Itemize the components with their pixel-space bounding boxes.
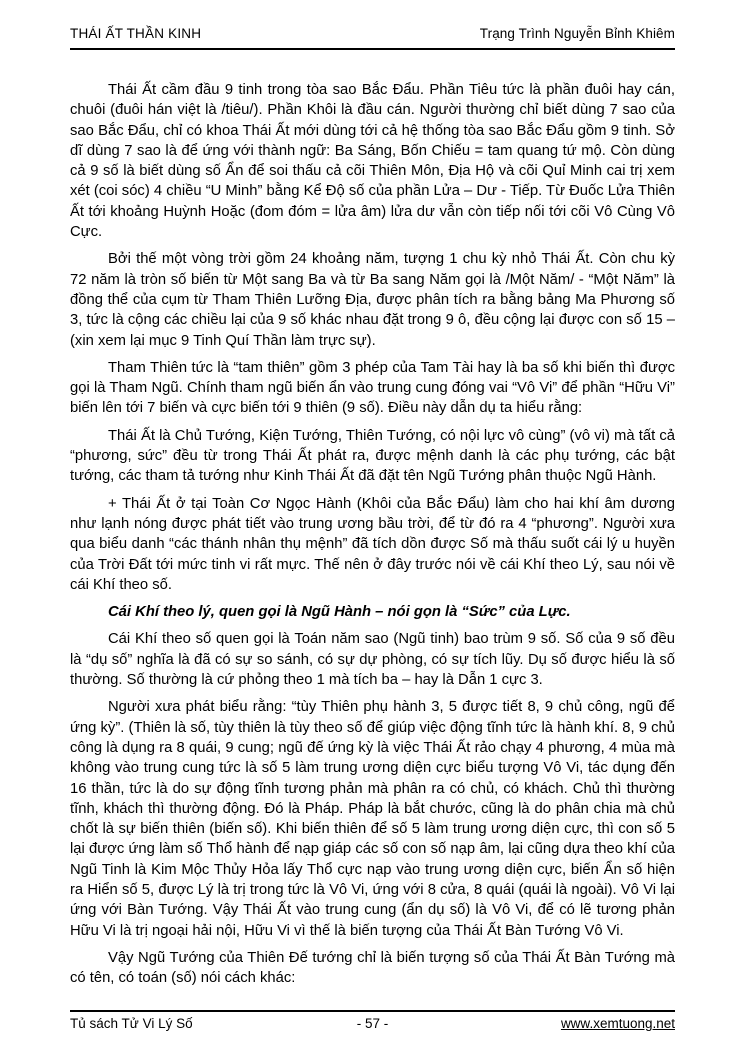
paragraph: Thái Ất cầm đầu 9 tinh trong tòa sao Bắc Đẩu. Phần Tiêu tức là phần đuôi hay cán, chuôi (đuôi hán việt là /tiêu/). Phần Khôi là đầu cán. Người thường chỉ biết dùng 7 sao của sao Bắc Đẩu, chỉ có khoa Thái Ất mới dùng tới cả hệ thống tòa sao Bắc Đẩu gồm 9 tinh. Sở dĩ dùng 7 sao là để ứng với thành ngữ: Ba Sáng, Bốn Chiếu = tam quang tứ mộ. Còn dùng cả 9 số là biết dùng số Ẩn để soi thấu cả cõi Thiên Môn, Địa Hộ và cõi Quỉ Minh cai trị xem xét (coi sóc) 4 chiều “U Minh” bằng Kể Độ số của phần Lửa – Dư - Tiếp. Từ Đuốc Lửa Thiên Ất tới khoảng Huỳnh Hoặc (đom đóm = lửa âm) lửa dư vẫn còn tiếp nối tới cõi Vô Cùng Vô Cực. bbox=[70, 82, 675, 241]
paragraph: Vậy Ngũ Tướng của Thiên Đế tướng chỉ là biến tượng số của Thái Ất Bàn Tướng mà có tên, có toán (số) nói cách khác: bbox=[70, 949, 675, 987]
header-author: Trạng Trình Nguyễn Bỉnh Khiêm bbox=[479, 26, 675, 41]
page-header bbox=[70, 26, 675, 50]
footer-website-link[interactable]: www.xemtuong.net bbox=[560, 1016, 675, 1031]
section-heading: Cái Khí theo lý, quen gọi là Ngũ Hành – nói gọn là “Sức” của Lực. bbox=[108, 604, 571, 621]
footer-page-number: - 57 - bbox=[356, 1016, 389, 1031]
paragraph: Thái Ất là Chủ Tướng, Kiện Tướng, Thiên Tướng, có nội lực vô cùng” (vô vi) mà tất cả “phương, sức” đều từ trong Thái Ất phát ra, được mệnh danh là các phụ tướng, các bật tướng, các tham tả tướng như Kinh Thái Ất đã đặt tên Ngũ Tướng phân thuộc Ngũ Hành. bbox=[70, 427, 675, 485]
paragraph: + Thái Ất ở tại Toàn Cơ Ngọc Hành (Khôi của Bắc Đẩu) làm cho hai khí âm dương như lạnh nóng được phát tiết vào trung ương bầu trời, để từ đó ra 4 “phương”. Người xưa qua biểu danh “các thánh nhân thụ mệnh” đã tích dồn được Số mà thấu suốt cái lý u huyền của Trời Đất tới mức tinh vi rất mực. Thế nên ở đây trước nói về cái Khí theo Lý, sau nói về cái Khí theo số. bbox=[70, 495, 675, 593]
paragraph: Tham Thiên tức là “tam thiên” gồm 3 phép của Tam Tài hay là ba số khi biến thì được gọi là Tham Ngũ. Chính tham ngũ biến ẩn vào trung cung đóng vai “Vô Vi” để phần “Hữu Vi” biến lên tới 7 biến và cực biến tới 9 thiên (9 số). Điều này dẫn dụ ta hiểu rằng: bbox=[70, 359, 675, 417]
header-book-title: THÁI ẤT THẦN KINH bbox=[70, 26, 202, 41]
paragraph: Người xưa phát biểu rằng: “tùy Thiên phụ hành 3, 5 được tiết 8, 9 chủ công, ngũ để ứng kỳ”. (Thiên là số, tùy thiên là tùy theo số để giúp việc động tĩnh tức là hành khí. 8, 9 chủ công là dụng ra 8 quái, 9 cung; ngũ đế ứng kỳ là việc Thái Ất rảo chạy 4 phương, 4 mùa mà không vào trung cung tức là số 5 làm trung ương diện cực biểu tượng Vô Vi, tác dụng đến 16 thần, tức là do sự động tĩnh tương phản mà phân ra có chủ, có khách. Chủ thì thường tĩnh, khách thì thường động. Đó là Pháp. Pháp là bắt chước, cũng là do phân chia mà chủ chốt là sự biến thiên (biến số). Khi biến thiên để số 5 làm trung ương diện cực, thì con số 5 lại được ứng làm số Thổ hành để nạp giáp các số con số nạp âm, lại cũng dựa theo khí của Ngũ Tinh là Kim Mộc Thủy Hỏa lấy Thổ cực nạp vào trung ương diện cực, biến Ẩn số hiện ra Hiển số 5, được Lý là trị trong tức là Vô Vi, ứng với 8 cửa, 8 quái (quái là ngoài). Vô Vi lại ứng với Bàn Tướng. Vậy Thái Ất vào trung cung (ẩn dụ số) là Vô Vi, để có lẽ tương phản Hữu Vi là trị ngoại hải nội, Hữu Vi vì thế là biến tượng của Thái Ất Bàn Tướng Vô Vi. bbox=[70, 699, 675, 939]
page-footer bbox=[70, 1010, 675, 1032]
document-body bbox=[70, 80, 675, 995]
footer-series-title: Tủ sách Tử Vi Lý Số bbox=[70, 1016, 193, 1031]
paragraph: Cái Khí theo số quen gọi là Toán năm sao (Ngũ tinh) bao trùm 9 số. Số của 9 số đều là “dụ số” nghĩa là đã có sự so sánh, có sự dự phòng, có sự tích lũy. Dụ số được hiểu là số thường. Số thường là cứ phỏng theo 1 mà tích ba – hay là Dẫn 1 cực 3. bbox=[70, 631, 675, 689]
paragraph: Bởi thế một vòng trời gồm 24 khoảng năm, tượng 1 chu kỳ nhỏ Thái Ất. Còn chu kỳ 72 năm là tròn số biến từ Một sang Ba và từ Ba sang Năm gọi là /Một Năm/ - “Một Năm” là đồng thể của cụm từ Tham Thiên Lưỡng Địa, được phân tích ra bằng bảng Ma Phương số 3, tức là cộng các chiều lại của 9 số khác nhau đặt trong 9 ô, đều cộng lại được con số 15 – (xin xem lại mục 9 Tinh Quí Thần làm trực sự). bbox=[70, 251, 675, 349]
